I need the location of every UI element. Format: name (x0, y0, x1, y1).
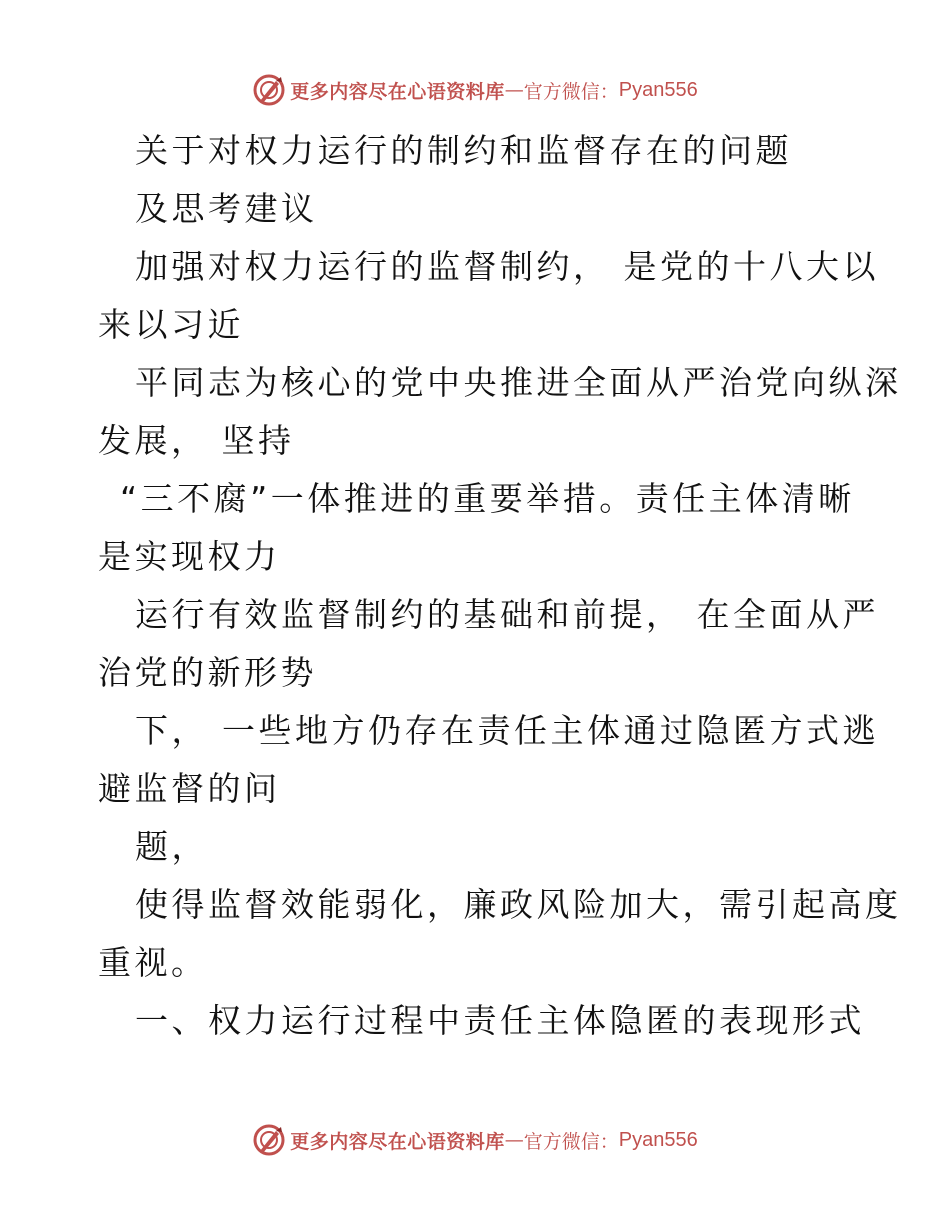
paragraph-line: 治党的新形势 (98, 653, 317, 692)
footer-contact-id: Pyan556 (618, 1128, 698, 1151)
paragraph-line: 重视。 (98, 943, 208, 982)
footer-watermark (0, 1120, 950, 1160)
header-watermark (0, 70, 950, 110)
header-brand-text: 更多内容尽在心语资料库 (290, 80, 505, 103)
header-dash: — (504, 79, 524, 101)
paragraph-line: 下， 一些地方仍存在责任主体通过隐匿方式逃 (135, 711, 879, 750)
paragraph-line: 运行有效监督制约的基础和前提， 在全面从严 (135, 595, 879, 634)
header-contact-id: Pyan556 (618, 78, 698, 101)
paragraph-line: 加强对权力运行的监督制约， 是党的十八大以 (135, 247, 879, 286)
document-body (98, 122, 902, 1050)
title-line-2: 及思考建议 (135, 189, 318, 228)
paragraph-line: 避监督的问 (98, 769, 281, 808)
section-heading: 一、权力运行过程中责任主体隐匿的表现形式 (135, 1001, 865, 1040)
title-line-1: 关于对权力运行的制约和监督存在的问题 (135, 131, 792, 170)
paragraph-line: 发展， 坚持 (98, 421, 295, 460)
paragraph-line: 题， (135, 827, 208, 866)
paragraph-line: 来以习近 (98, 305, 244, 344)
footer-dash: — (504, 1129, 524, 1151)
footer-contact-label: 官方微信： (523, 1130, 619, 1153)
paragraph-line: 使得监督效能弱化，廉政风险加大，需引起高度 (135, 885, 902, 924)
header-contact-label: 官方微信： (523, 80, 619, 103)
paragraph-line: 是实现权力 (98, 537, 281, 576)
pen-logo-icon (252, 1123, 286, 1157)
footer-brand-text: 更多内容尽在心语资料库 (290, 1130, 505, 1153)
paragraph-line: 平同志为核心的党中央推进全面从严治党向纵深 (135, 363, 902, 402)
pen-logo-icon (252, 73, 286, 107)
paragraph-line: “三不腐”一体推进的重要举措。责任主体清晰 (120, 479, 855, 518)
